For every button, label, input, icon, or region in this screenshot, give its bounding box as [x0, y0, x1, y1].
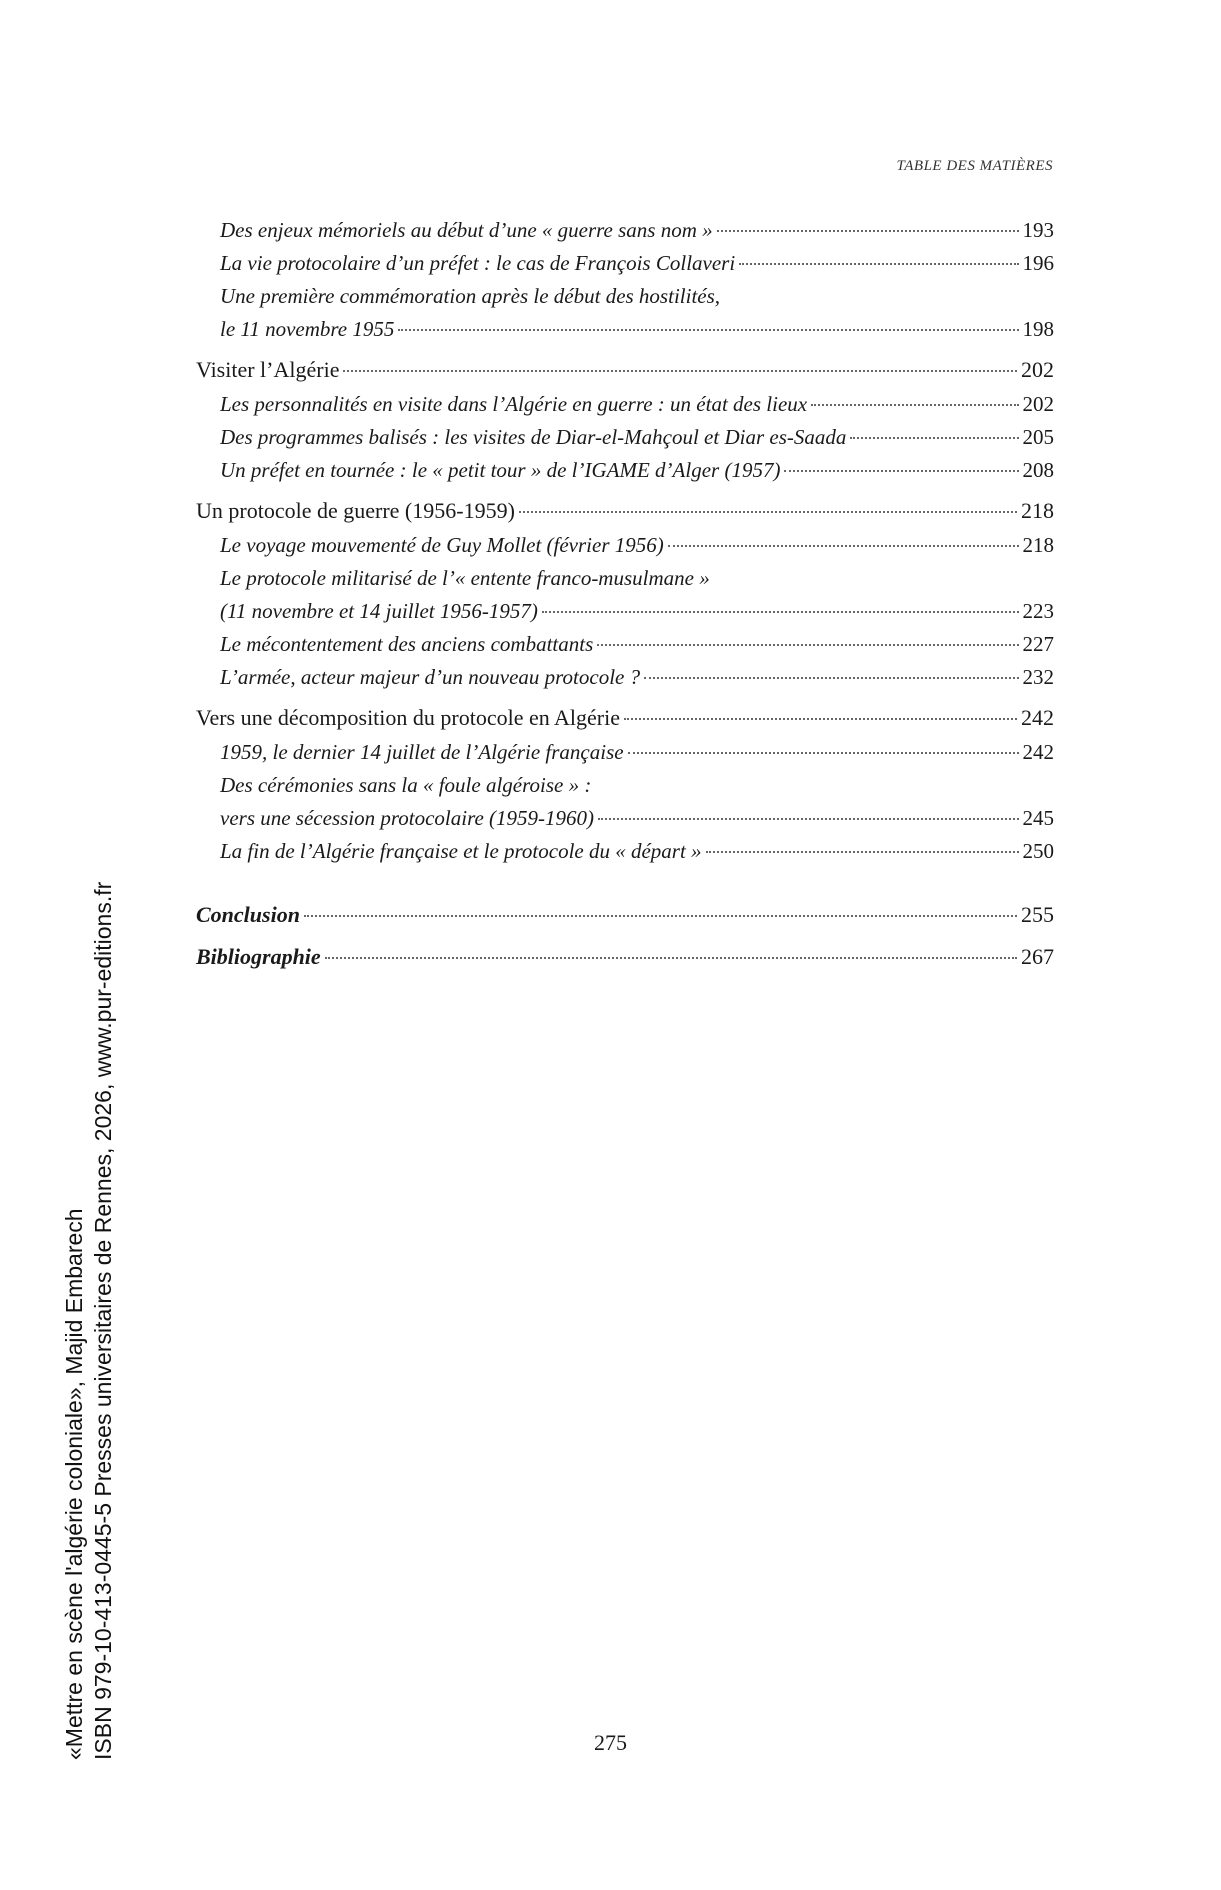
toc-entry-label: Des enjeux mémoriels au début d’une « guerre sans nom »: [220, 218, 713, 242]
dot-leader: [624, 718, 1017, 720]
side-credit-line-2: ISBN 979-10-413-0445-5 Presses universitaires de Rennes, 2026, www.pur-editions.fr: [90, 881, 116, 1760]
toc-entry[interactable]: [196, 388, 1054, 421]
toc-entry-label: L’armée, acteur majeur d’un nouveau protocole ?: [220, 665, 641, 689]
dot-leader: [668, 545, 1019, 547]
toc-entry[interactable]: [196, 595, 1054, 628]
toc-entry-label: (11 novembre et 14 juillet 1956-1957): [220, 599, 538, 623]
toc-entry-label: Un préfet en tournée : le « petit tour » de l’IGAME d’Alger (1957): [220, 458, 781, 482]
dot-leader: [598, 818, 1018, 820]
toc-entry-first-line: Le protocole militarisé de l’« entente franco-musulmane »: [220, 566, 710, 590]
toc-page-number: 205: [1022, 425, 1054, 449]
toc-entry[interactable]: [196, 736, 1054, 769]
toc-page-number: 227: [1022, 632, 1054, 656]
dot-leader: [717, 230, 1019, 232]
toc-entry[interactable]: [196, 529, 1054, 562]
toc-section-label: Un protocole de guerre (1956-1959): [196, 498, 515, 523]
toc-section-label: Vers une décomposition du protocole en Algérie: [196, 705, 621, 730]
toc-entry[interactable]: [196, 421, 1054, 454]
toc-major-bibliographie[interactable]: [196, 936, 1054, 978]
toc-entry-label: le 11 novembre 1955: [220, 317, 395, 341]
toc-entry[interactable]: [196, 661, 1054, 694]
toc-entry-first-line: Des cérémonies sans la « foule algéroise » :: [220, 773, 592, 797]
toc-page-number: 267: [1021, 944, 1054, 969]
toc-page-number: 202: [1022, 392, 1054, 416]
toc-page-number: 245: [1022, 806, 1054, 830]
dot-leader: [398, 329, 1018, 331]
toc-page-number: 208: [1022, 458, 1054, 482]
toc-major-label: Bibliographie: [196, 944, 321, 969]
dot-leader: [850, 437, 1018, 439]
toc-major-label: Conclusion: [196, 902, 300, 927]
dot-leader: [739, 263, 1018, 265]
toc-entry[interactable]: [196, 247, 1054, 280]
table-of-contents: [196, 214, 1054, 978]
toc-section[interactable]: [196, 493, 1054, 529]
toc-entry[interactable]: [196, 835, 1054, 868]
toc-entry-label: vers une sécession protocolaire (1959-1960): [220, 806, 595, 830]
dot-leader: [542, 611, 1019, 613]
toc-section[interactable]: [196, 700, 1054, 736]
toc-entry[interactable]: [196, 214, 1054, 247]
running-head: TABLE DES MATIÈRES: [896, 158, 1053, 174]
page-number: 275: [594, 1730, 627, 1755]
toc-entry-first-line: Une première commémoration après le début des hostilités,: [220, 284, 721, 308]
dot-leader: [519, 511, 1017, 513]
toc-page-number: 198: [1022, 317, 1054, 341]
toc-entry-label: 1959, le dernier 14 juillet de l’Algérie française: [220, 740, 624, 764]
toc-entry[interactable]: [196, 802, 1054, 835]
toc-page-number: 218: [1021, 498, 1054, 523]
toc-page-number: 250: [1022, 839, 1054, 863]
toc-page-number: 202: [1021, 357, 1054, 382]
toc-page-number: 255: [1021, 902, 1054, 927]
dot-leader: [304, 915, 1017, 917]
toc-entry-label: La vie protocolaire d’un préfet : le cas de François Collaveri: [220, 251, 736, 275]
toc-page-number: 223: [1022, 599, 1054, 623]
toc-major-conclusion[interactable]: [196, 894, 1054, 936]
toc-page-number: 232: [1022, 665, 1054, 689]
toc-entry[interactable]: [196, 454, 1054, 487]
toc-entry[interactable]: [196, 628, 1054, 661]
toc-page-number: 193: [1022, 218, 1054, 242]
toc-section-label: Visiter l’Algérie: [196, 357, 340, 382]
toc-page-number: 242: [1022, 740, 1054, 764]
dot-leader: [597, 644, 1018, 646]
dot-leader: [343, 370, 1017, 372]
side-credit: [60, 882, 118, 1760]
side-credit-line-1: «Mettre en scène l'algérie coloniale», Majid Embarech: [61, 1208, 87, 1760]
dot-leader: [811, 404, 1018, 406]
toc-entry-label: Des programmes balisés : les visites de Diar-el-Mahçoul et Diar es-Saada: [220, 425, 847, 449]
toc-entry[interactable]: [196, 313, 1054, 346]
toc-entry-label: Le voyage mouvementé de Guy Mollet (février 1956): [220, 533, 664, 557]
dot-leader: [628, 752, 1019, 754]
dot-leader: [706, 851, 1019, 853]
toc-section[interactable]: [196, 352, 1054, 388]
toc-entry-label: La fin de l’Algérie française et le protocole du « départ »: [220, 839, 702, 863]
toc-entry-label: Le mécontentement des anciens combattants: [220, 632, 594, 656]
dot-leader: [784, 470, 1018, 472]
toc-entry-label: Les personnalités en visite dans l’Algérie en guerre : un état des lieux: [220, 392, 808, 416]
dot-leader: [325, 957, 1017, 959]
dot-leader: [644, 677, 1018, 679]
toc-page-number: 218: [1022, 533, 1054, 557]
toc-page-number: 242: [1021, 705, 1054, 730]
toc-page-number: 196: [1022, 251, 1054, 275]
